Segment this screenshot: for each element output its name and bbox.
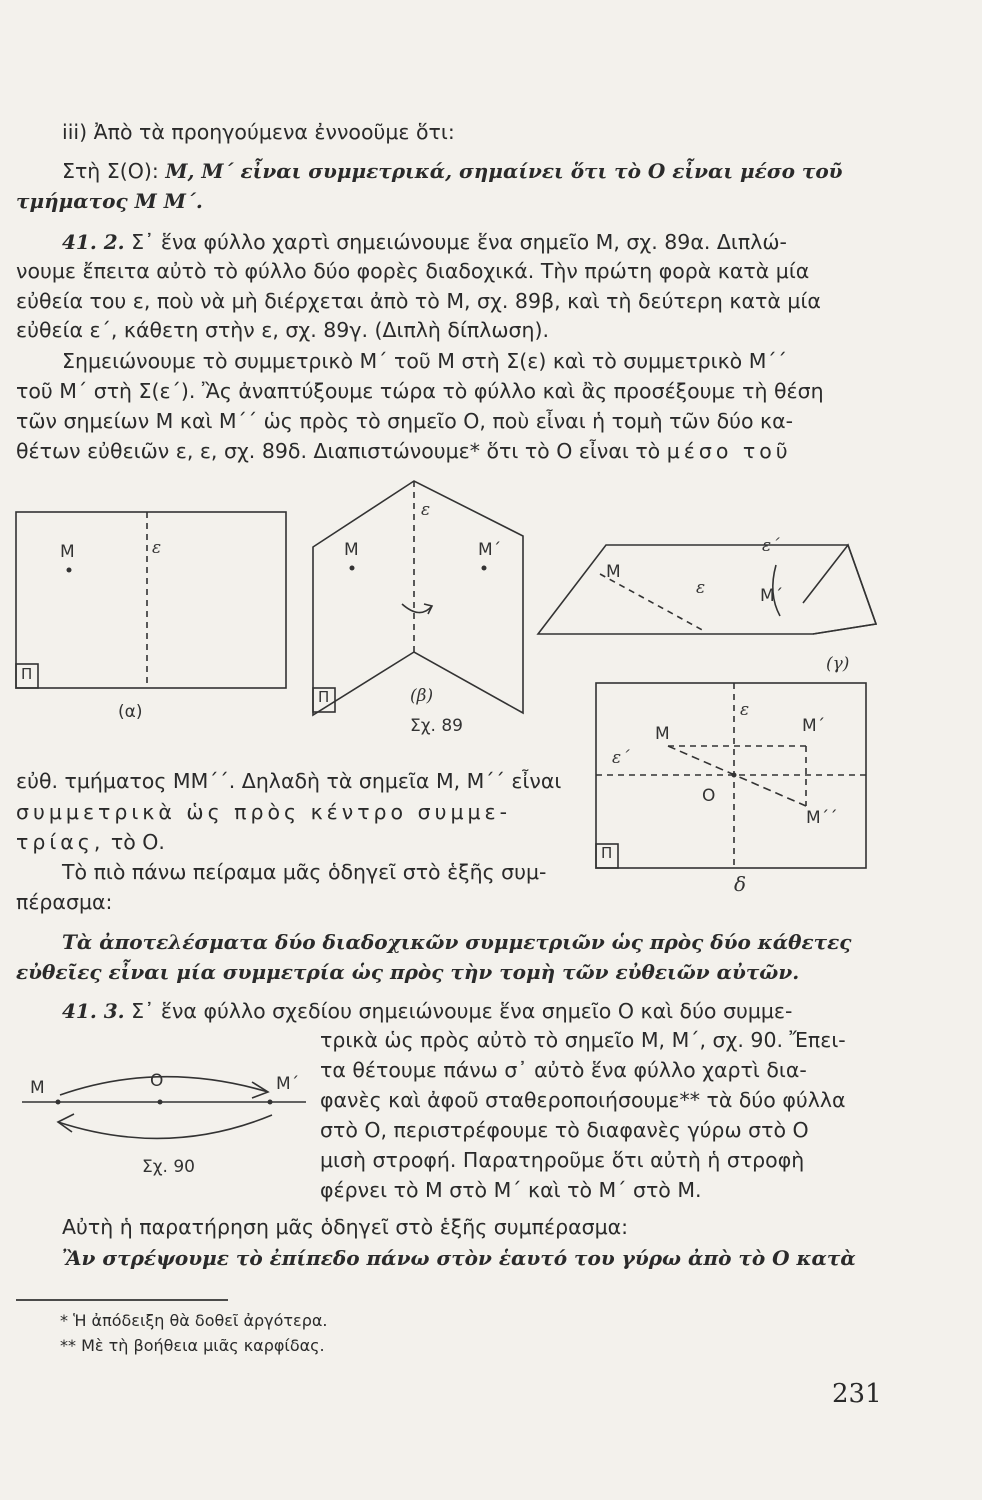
s413-line-4: φανὲς καὶ ἀφοῦ σταθεροποιήσουμε** τὰ δύο φύλλα [320, 1088, 846, 1112]
s412-line-1 [62, 228, 787, 256]
fig89b-caption: (β) [410, 686, 434, 706]
fig89b-label-M1: Μ΄ [478, 540, 502, 560]
s412-line-8-a: θέτων εὐθειῶν ε, ε, σχ. 89δ. Διαπιστώνουμε* ὅτι τὸ Ο εἶναι τὸ [16, 439, 667, 463]
line-1: iii) Ἀπὸ τὰ προηγούμενα ἐννοοῦμε ὅτι: [62, 120, 455, 144]
s412-line-6: τοῦ Μ΄ στὴ Σ(ε΄). Ἂς ἀναπτύξουμε τώρα τὸ φύλλο καὶ ἂς προσέξουμε τὴ θέση [16, 379, 824, 403]
fig89b-folded-sheet [313, 481, 523, 715]
fig89g-label-e1-top: ε΄ [762, 536, 780, 556]
line-2 [62, 157, 843, 185]
fig89b-label-e: ε [421, 500, 431, 520]
fig89b-point-M [350, 566, 355, 571]
fig89a-caption: (α) [118, 702, 143, 722]
fig89b-corner-label: Π [318, 688, 330, 706]
after-fig-line-2: συμμετρικὰ ὡς πρὸς κέντρο συμμε- [16, 800, 512, 824]
s413-number: 41. 3. [62, 999, 125, 1023]
fig90-point-O [158, 1100, 163, 1105]
fig89d-label-M: Μ [655, 724, 670, 744]
fig89d-label-e1: ε΄ [612, 748, 630, 768]
fig90-point-M1 [268, 1100, 273, 1105]
fig89b-point-M1 [482, 566, 487, 571]
fig89d-label-O: Ο [702, 786, 716, 806]
fig89d-mm2 [668, 746, 806, 806]
fig89a-sheet [16, 512, 286, 688]
s412-line-5: Σημειώνουμε τὸ συμμετρικὸ Μ΄ τοῦ Μ στὴ Σ(ε) καὶ τὸ συμμετρικὸ Μ΄΄ [62, 349, 787, 373]
s412-number: 41. 2. [62, 230, 125, 254]
fig89d-point-O [732, 773, 737, 778]
after-fig-line-3-b: τὸ Ο. [104, 830, 165, 854]
footnote-1: * Ἡ ἀπόδειξη θὰ δοθεῖ ἀργότερα. [60, 1311, 328, 1330]
fig89g-caption: (γ) [826, 654, 850, 674]
fig89a-corner-label: Π [21, 665, 33, 683]
fig90-label-O: Ο [150, 1071, 164, 1091]
line-3: τμήματος Μ Μ΄. [16, 189, 203, 213]
fig90-label-M: Μ [30, 1078, 45, 1098]
page-number: 231 [832, 1379, 882, 1409]
fig90-bottom-arc [58, 1115, 272, 1138]
s412-line-8-b: μέσο τοῦ [666, 439, 792, 463]
conclusion-line-1: Τὰ ἀποτελέσματα δύο διαδοχικῶν συμμετριῶν ὡς πρὸς δύο κάθετες [62, 930, 852, 954]
s412-line-1-text: Σ᾽ ἕνα φύλλο χαρτὶ σημειώνουμε ἕνα σημεῖο Μ, σχ. 89α. Διπλώ- [124, 230, 787, 254]
s413-line-9: Ἂν στρέψουμε τὸ ἐπίπεδο πάνω στὸν ἑαυτό του γύρω ἀπὸ τὸ Ο κατὰ [62, 1246, 856, 1270]
line-2-a: Στὴ Σ(Ο): [62, 159, 166, 183]
fig89d-corner-label: Π [601, 844, 613, 862]
after-fig-line-4: Τὸ πιὸ πάνω πείραμα μᾶς ὁδηγεῖ στὸ ἑξῆς συμ- [62, 860, 547, 884]
after-fig-line-1: εὐθ. τμήματος ΜΜ΄΄. Δηλαδὴ τὰ σημεῖα Μ, Μ΄΄ εἶναι [16, 769, 562, 793]
fig89a-label-e: ε [152, 538, 162, 558]
fig89g-label-e: ε [696, 578, 706, 598]
fig89-caption: Σχ. 89 [410, 716, 464, 736]
fig89g-flap [803, 545, 876, 634]
fig89a-label-M: Μ [60, 542, 75, 562]
fig89g-fold-e1 [600, 574, 706, 632]
fig89g-folded-sheet [538, 545, 876, 634]
s412-line-4: εὐθεία ε΄, κάθετη στὴν ε, σχ. 89γ. (Διπλὴ δίπλωση). [16, 318, 550, 342]
fig89b-label-M: Μ [344, 540, 359, 560]
s413-line-2: τρικὰ ὡς πρὸς αὐτὸ τὸ σημεῖο Μ, Μ΄, σχ. 90. Ἔπει- [320, 1028, 846, 1052]
fig89d-label-M1: Μ΄ [802, 716, 826, 736]
s413-line-7: φέρνει τὸ Μ στὸ Μ΄ καὶ τὸ Μ΄ στὸ Μ. [320, 1178, 702, 1202]
s413-line-6: μισὴ στροφή. Παρατηροῦμε ὅτι αὐτὴ ἡ στροφὴ [320, 1148, 805, 1172]
fig90-top-arc [60, 1077, 268, 1095]
conclusion-line-2: εὐθεῖες εἶναι μία συμμετρία ὡς πρὸς τὴν τομὴ τῶν εὐθειῶν αὐτῶν. [16, 960, 800, 984]
s412-line-2: νουμε ἔπειτα αὐτὸ τὸ φύλλο δύο φορὲς διαδοχικά. Τὴν πρώτη φορὰ κατὰ μία [16, 259, 810, 283]
fig89d-caption: δ [734, 872, 747, 896]
line-2-b: Μ, Μ΄ εἶναι συμμετρικά, σημαίνει ὅτι τὸ Ο εἶναι μέσο τοῦ [165, 159, 843, 183]
s413-line-5: στὸ Ο, περιστρέφουμε τὸ διαφανὲς γύρω στὸ Ο [320, 1118, 809, 1142]
after-fig-line-5: πέρασμα: [16, 890, 113, 914]
fig89g-label-M1: Μ΄ [760, 586, 784, 606]
fig89d-label-e: ε [740, 700, 750, 720]
fig89a-point-M [67, 568, 72, 573]
fig90-bottom-arrowhead [58, 1114, 74, 1132]
fig89d-label-M2: Μ΄΄ [806, 808, 838, 828]
fig90-point-M [56, 1100, 61, 1105]
s413-line-8: Αὐτὴ ἡ παρατήρηση μᾶς ὁδηγεῖ στὸ ἑξῆς συμπέρασμα: [62, 1215, 629, 1239]
fig89g-label-M: Μ [606, 562, 621, 582]
after-fig-line-3-a: τρίας, [16, 830, 105, 854]
s412-line-8 [16, 437, 792, 465]
s413-line-1-text: Σ᾽ ἕνα φύλλο σχεδίου σημειώνουμε ἕνα σημεῖο Ο καὶ δύο συμμε- [124, 999, 793, 1023]
fig90-label-M1: Μ΄ [276, 1074, 300, 1094]
fig90-caption: Σχ. 90 [142, 1157, 196, 1177]
s412-line-3: εὐθεία του ε, ποὺ νὰ μὴ διέρχεται ἀπὸ τὸ Μ, σχ. 89β, καὶ τὴ δεύτερη κατὰ μία [16, 289, 821, 313]
s412-line-7: τῶν σημείων Μ καὶ Μ΄΄ ὡς πρὸς τὸ σημεῖο Ο, ποὺ εἶναι ἡ τομὴ τῶν δύο κα- [16, 409, 794, 433]
after-fig-line-3 [16, 828, 165, 856]
footnote-2: ** Μὲ τὴ βοήθεια μιᾶς καρφίδας. [60, 1336, 325, 1355]
s413-line-1 [62, 997, 792, 1025]
s413-line-3: τα θέτουμε πάνω σ᾽ αὐτὸ ἕνα φύλλο χαρτὶ δια- [320, 1058, 807, 1082]
